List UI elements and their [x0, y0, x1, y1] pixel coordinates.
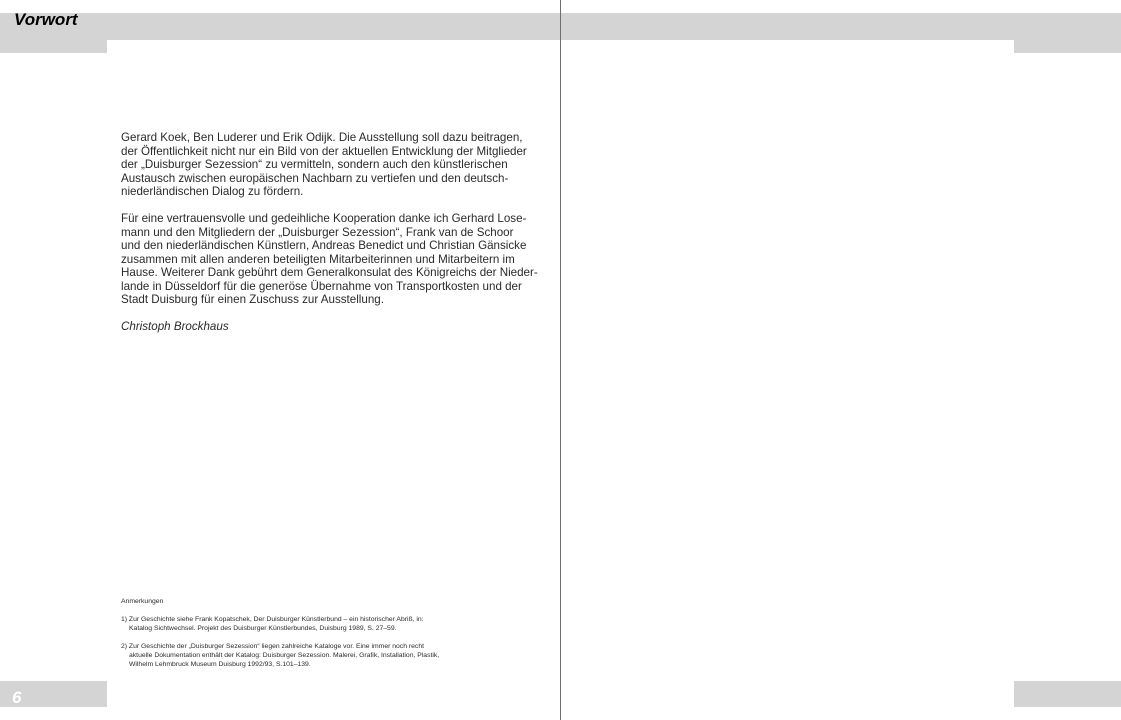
page-title: Vorwort — [14, 10, 78, 29]
body-text — [121, 131, 541, 334]
footnote-1 — [121, 615, 541, 633]
text-line: Gerard Koek, Ben Luderer und Erik Odijk. Die Ausstellung soll dazu beitragen, — [121, 131, 523, 144]
paragraph-2 — [121, 212, 541, 307]
text-line: und den niederländischen Künstlern, Andreas Benedict und Christian Gänsicke — [121, 239, 527, 252]
footer-tab-right — [1014, 681, 1121, 707]
author-signature: Christoph Brockhaus — [121, 320, 229, 333]
footnote-2 — [121, 642, 541, 669]
text-line: niederländischen Dialog zu fördern. — [121, 185, 304, 198]
header-band-right-tab — [1014, 40, 1121, 53]
paragraph-1 — [121, 131, 541, 199]
footnote-line: Katalog Sichtwechsel. Projekt des Duisburger Künstlerbundes, Duisburg 1989, S. 27–59. — [129, 625, 397, 632]
text-line: Stadt Duisburg für einen Zuschuss zur Ausstellung. — [121, 293, 384, 306]
page-gutter — [560, 0, 561, 720]
text-line: mann und den Mitgliedern der „Duisburger Sezession“, Frank van de Schoor — [121, 225, 514, 239]
footnote-line: Wilhelm Lehmbruck Museum Duisburg 1992/93, S.101–139. — [129, 661, 311, 668]
footnotes-heading: Anmerkungen — [121, 598, 164, 605]
text-line: Für eine vertrauensvolle und gedeihliche Kooperation danke ich Gerhard Lose- — [121, 212, 527, 225]
text-line: zusammen mit allen anderen beteiligten Mitarbeiterinnen und Mitarbeitern im — [121, 252, 515, 266]
header-band-left-tab — [0, 40, 107, 53]
text-line: lande in Düsseldorf für die generöse Übernahme von Transportkosten und der — [121, 279, 522, 293]
text-line: Austausch zwischen europäischen Nachbarn zu vertiefen und den deutsch- — [121, 171, 509, 185]
page-number: 6 — [12, 688, 22, 707]
footnote-line: 2) Zur Geschichte der „Duisburger Sezession“ liegen zahlreiche Kataloge vor. Eine immer noch recht — [121, 643, 424, 650]
footnotes — [121, 597, 541, 678]
footnote-line: aktuelle Dokumentation enthält der Katalog: Duisburger Sezession. Malerei, Grafik, Installation, Plastik, — [129, 652, 440, 659]
text-line: der Öffentlichkeit nicht nur ein Bild von der aktuellen Entwicklung der Mitglieder — [121, 144, 527, 158]
text-line: Hause. Weiterer Dank gebührt dem Generalkonsulat des Königreichs der Nieder- — [121, 266, 538, 279]
text-line: der „Duisburger Sezession“ zu vermitteln, sondern auch den künstlerischen — [121, 158, 508, 171]
footnote-line: 1) Zur Geschichte siehe Frank Kopatschek, Der Duisburger Künstlerbund – ein historischer Abriß, in: — [121, 616, 424, 623]
